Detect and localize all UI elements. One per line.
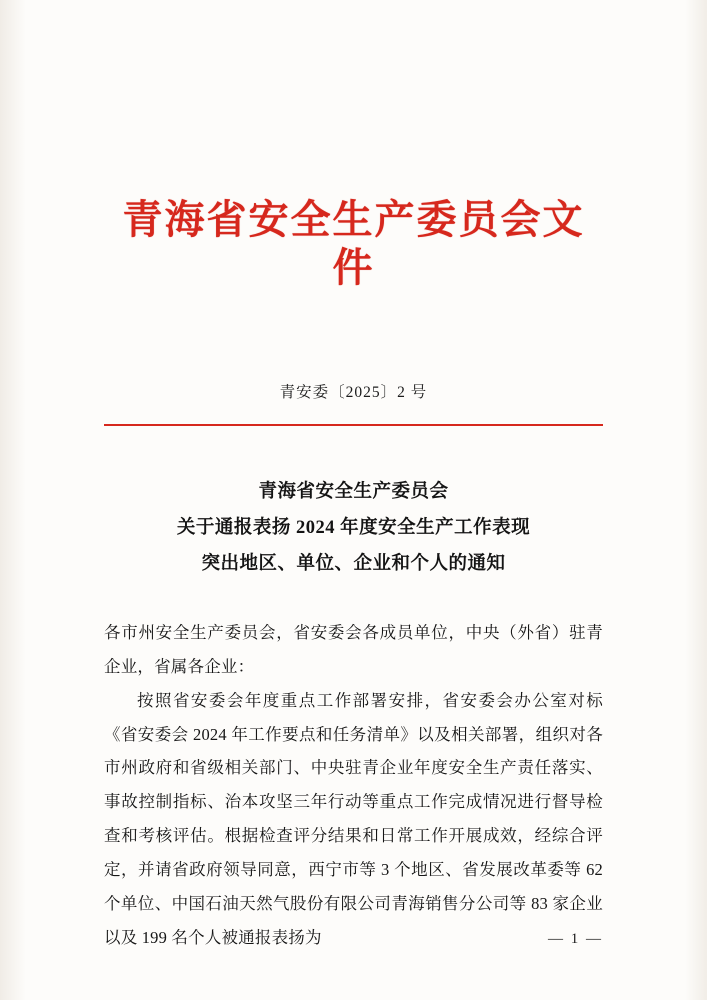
body-paragraph-1: 按照省安委会年度重点工作部署安排，省安委会办公室对标《省安委会 2024 年工作要点和任务清单》以及相关部署，组织对各市州政府和省级相关部门、中央驻青企业年度安全生产责任落实、事故控制指标、治本攻坚三年行动等重点工作完成情况进行督导检查和考核评估。根据检查评分结果和日常工作开展成效，经综合评定，并请省政府领导同意，西宁市等 3 个地区、省发展改革委等 62 个单位、中国石油天然气股份有限公司青海销售分公司等 83 家企业以及 199 名个人被通报表扬为 [104, 690, 603, 947]
page-number: — 1 — [548, 931, 603, 947]
title-line-1: 青海省安全生产委员会 [258, 482, 449, 502]
title-line-2: 关于通报表扬 2024 年度安全生产工作表现 [176, 518, 531, 539]
document-header-title: 青海省安全生产委员会文件 [122, 196, 585, 291]
red-divider-rule [104, 424, 603, 426]
salutation-paragraph: 各市州安全生产委员会，省安委会各成员单位，中央（外省）驻青企业，省属各企业： [104, 623, 603, 676]
document-number: 青安委〔2025〕2 号 [279, 384, 428, 401]
document-body [104, 616, 603, 954]
document-title-block [104, 474, 603, 582]
title-line-3: 突出地区、单位、企业和个人的通知 [201, 554, 506, 575]
